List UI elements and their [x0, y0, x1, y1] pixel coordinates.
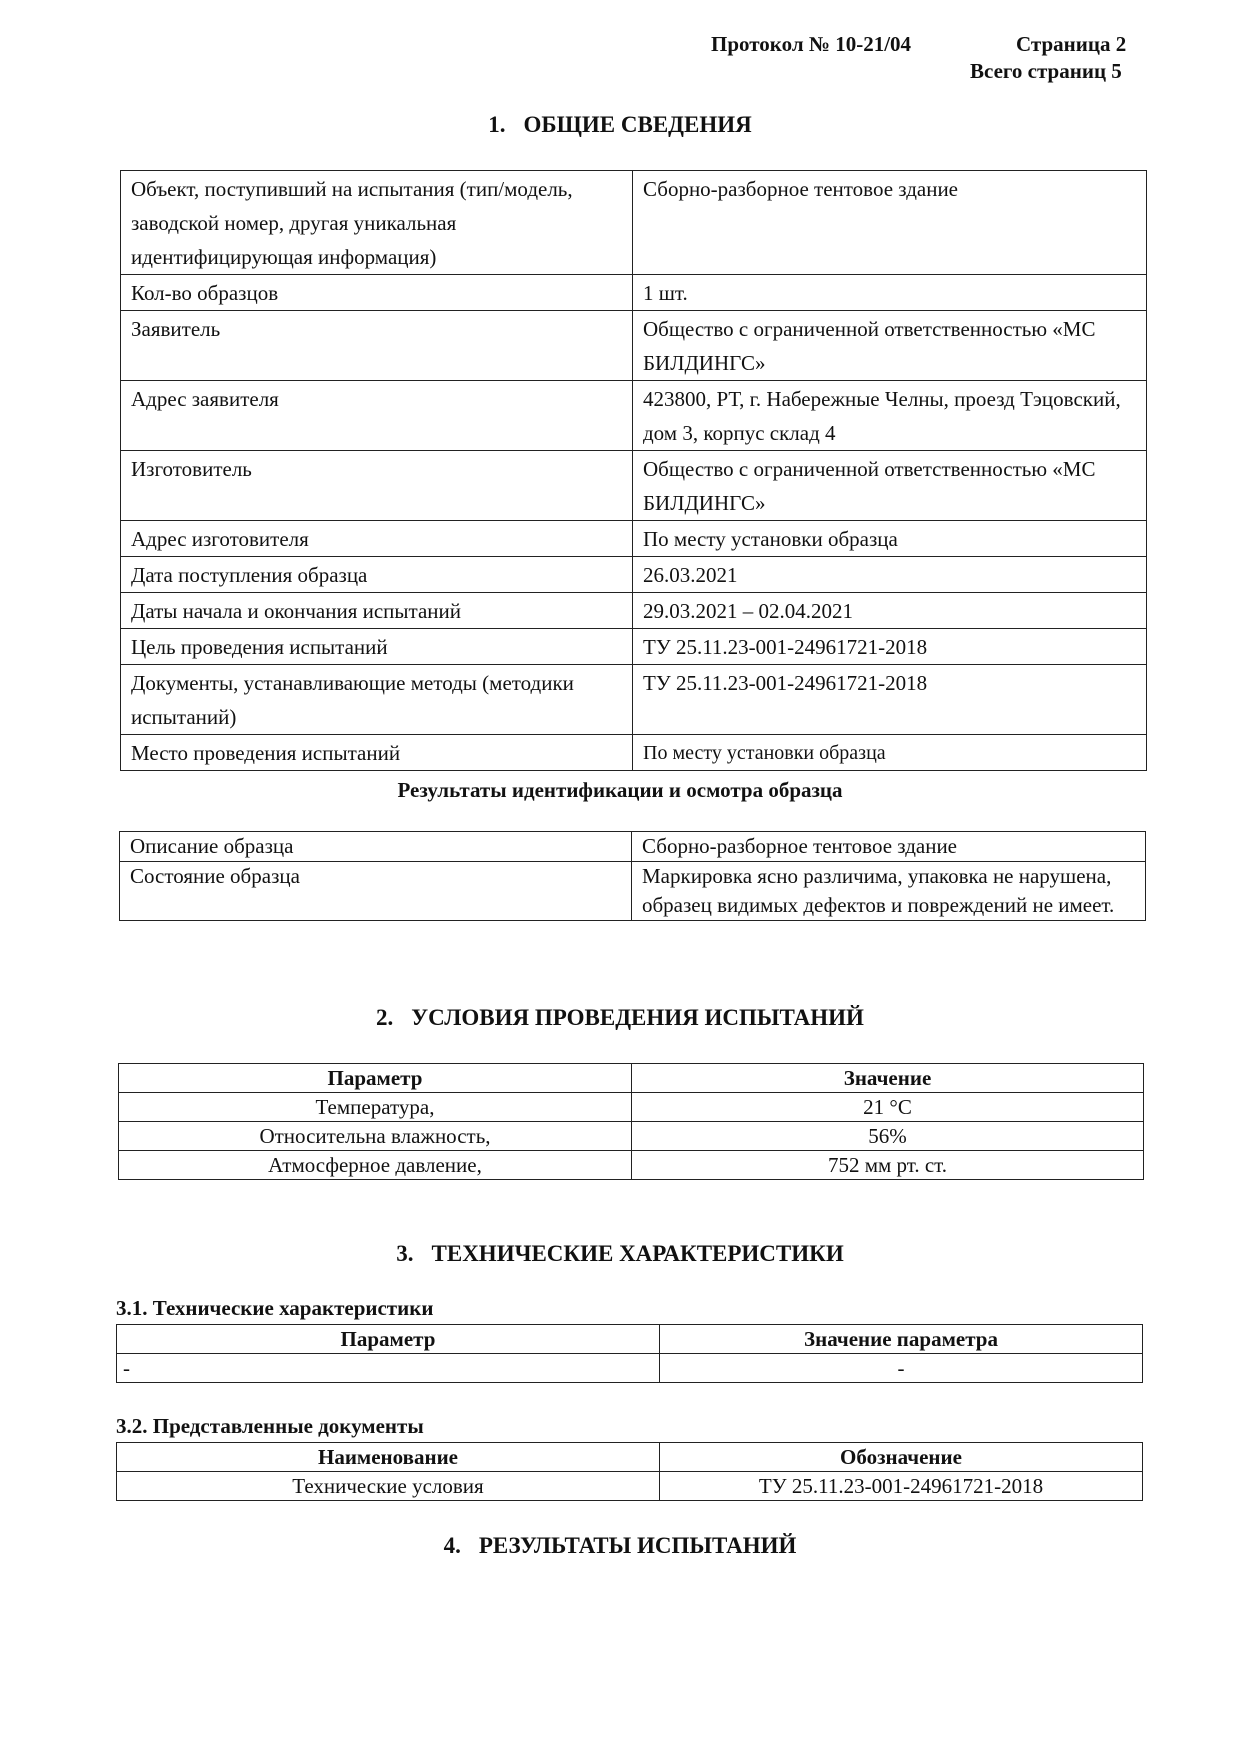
- row-label: Изготовитель: [121, 451, 633, 521]
- tech-specs-table: [116, 1324, 1143, 1383]
- row-value: ТУ 25.11.23-001-24961721-2018: [633, 629, 1147, 665]
- documents-table: [116, 1442, 1143, 1501]
- row-value: Сборно-разборное тентовое здание: [633, 171, 1147, 275]
- table-row: [117, 1354, 1143, 1383]
- table-row: [119, 1151, 1144, 1180]
- table-row: [120, 832, 1146, 862]
- column-header: Параметр: [117, 1325, 660, 1354]
- section-1-heading: [0, 112, 1240, 138]
- total-pages: Всего страниц 5: [970, 59, 1122, 83]
- column-header: Значение: [632, 1064, 1144, 1093]
- designation-cell: ТУ 25.11.23-001-24961721-2018: [660, 1472, 1143, 1501]
- row-value: По месту установки образца: [633, 521, 1147, 557]
- section-title: УСЛОВИЯ ПРОВЕДЕНИЯ ИСПЫТАНИЙ: [411, 1005, 864, 1030]
- section-2-heading: [0, 1005, 1240, 1031]
- table-row: [121, 593, 1147, 629]
- section-title: ТЕХНИЧЕСКИЕ ХАРАКТЕРИСТИКИ: [431, 1241, 844, 1266]
- table-header-row: [117, 1443, 1143, 1472]
- row-label: Даты начала и окончания испытаний: [121, 593, 633, 629]
- row-value: 26.03.2021: [633, 557, 1147, 593]
- identification-heading: Результаты идентификации и осмотра образца: [397, 778, 843, 802]
- row-value: Общество с ограниченной ответственностью «МС БИЛДИНГС»: [633, 451, 1147, 521]
- section-title: РЕЗУЛЬТАТЫ ИСПЫТАНИЙ: [478, 1533, 797, 1558]
- section-number: 3.: [396, 1241, 414, 1266]
- row-label: Объект, поступивший на испытания (тип/модель, заводской номер, другая уникальная идентифицирующая информация): [121, 171, 633, 275]
- value-cell: -: [660, 1354, 1143, 1383]
- section-4-heading: [0, 1533, 1240, 1559]
- section-3-heading: [0, 1241, 1240, 1267]
- table-row: [117, 1472, 1143, 1501]
- value-cell: 56%: [632, 1122, 1144, 1151]
- value-cell: 21 °С: [632, 1093, 1144, 1122]
- row-label: Документы, устанавливающие методы (методики испытаний): [121, 665, 633, 735]
- table-header-row: [117, 1325, 1143, 1354]
- row-value: Общество с ограниченной ответственностью «МС БИЛДИНГС»: [633, 311, 1147, 381]
- table-row: [121, 381, 1147, 451]
- table-row: [120, 862, 1146, 921]
- row-label: Дата поступления образца: [121, 557, 633, 593]
- param-cell: -: [117, 1354, 660, 1383]
- protocol-number: Протокол № 10-21/04: [711, 32, 912, 56]
- row-value: 1 шт.: [633, 275, 1147, 311]
- table-row: [121, 171, 1147, 275]
- table-row: [121, 735, 1147, 771]
- section-number: 1.: [488, 112, 506, 137]
- row-label: Адрес заявителя: [121, 381, 633, 451]
- table-row: [121, 629, 1147, 665]
- param-cell: Относительна влажность,: [119, 1122, 632, 1151]
- column-header: Параметр: [119, 1064, 632, 1093]
- row-label: Место проведения испытаний: [121, 735, 633, 771]
- row-value: ТУ 25.11.23-001-24961721-2018: [633, 665, 1147, 735]
- table-row: [121, 557, 1147, 593]
- table-header-row: [119, 1064, 1144, 1093]
- row-value: По месту установки образца: [633, 735, 1147, 771]
- row-label: Кол-во образцов: [121, 275, 633, 311]
- subsection-3-1-title: 3.1. Технические характеристики: [116, 1296, 434, 1320]
- table-row: [119, 1122, 1144, 1151]
- param-cell: Температура,: [119, 1093, 632, 1122]
- param-cell: Атмосферное давление,: [119, 1151, 632, 1180]
- identification-table: [119, 831, 1146, 921]
- section-number: 2.: [376, 1005, 394, 1030]
- table-row: [119, 1093, 1144, 1122]
- conditions-table: [118, 1063, 1144, 1180]
- row-value: 29.03.2021 – 02.04.2021: [633, 593, 1147, 629]
- subsection-3-2-title: 3.2. Представленные документы: [116, 1414, 424, 1438]
- row-value: Сборно-разборное тентовое здание: [632, 832, 1146, 862]
- table-row: [121, 275, 1147, 311]
- row-label: Адрес изготовителя: [121, 521, 633, 557]
- row-value: Маркировка ясно различима, упаковка не нарушена, образец видимых дефектов и повреждений не имеет.: [632, 862, 1146, 921]
- column-header: Обозначение: [660, 1443, 1143, 1472]
- column-header: Наименование: [117, 1443, 660, 1472]
- table-row: [121, 665, 1147, 735]
- section-title: ОБЩИЕ СВЕДЕНИЯ: [523, 112, 752, 137]
- table-row: [121, 311, 1147, 381]
- column-header: Значение параметра: [660, 1325, 1143, 1354]
- row-label: Состояние образца: [120, 862, 632, 921]
- general-info-table: [120, 170, 1147, 771]
- row-label: Заявитель: [121, 311, 633, 381]
- table-row: [121, 521, 1147, 557]
- section-number: 4.: [443, 1533, 461, 1558]
- value-cell: 752 мм рт. ст.: [632, 1151, 1144, 1180]
- page-number: Страница 2: [1016, 32, 1127, 56]
- row-value: 423800, РТ, г. Набережные Челны, проезд Тэцовский, дом 3, корпус склад 4: [633, 381, 1147, 451]
- table-row: [121, 451, 1147, 521]
- name-cell: Технические условия: [117, 1472, 660, 1501]
- row-label: Описание образца: [120, 832, 632, 862]
- row-label: Цель проведения испытаний: [121, 629, 633, 665]
